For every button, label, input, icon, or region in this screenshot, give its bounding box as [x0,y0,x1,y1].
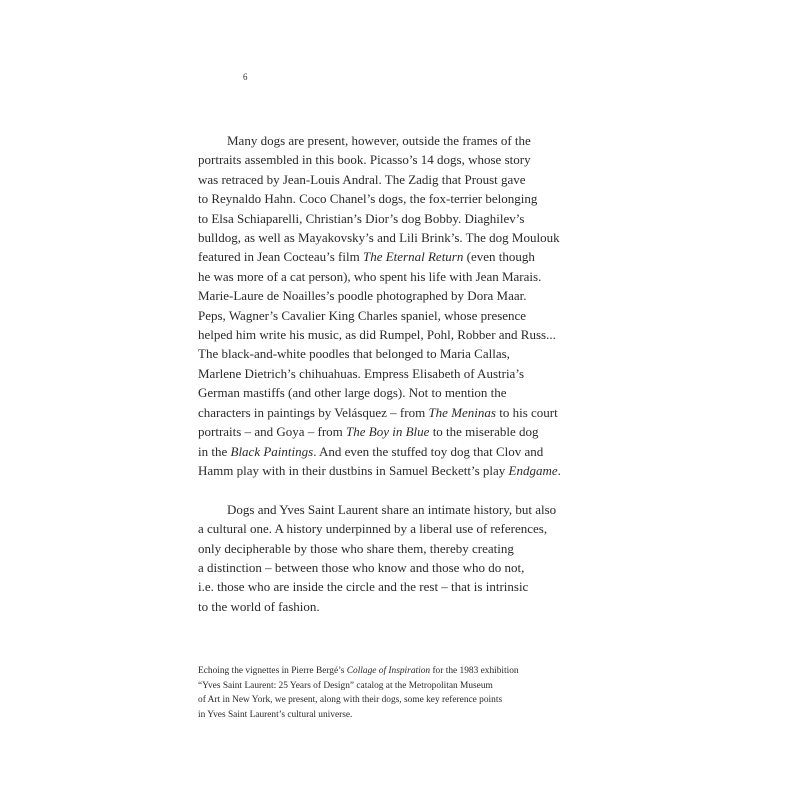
text-run: only decipherable by those who share them, thereby creating [198,540,514,556]
text-line [198,150,578,169]
paragraph-2 [198,500,578,616]
text-run: i.e. those who are inside the circle and the rest – that is intrinsic [198,579,529,595]
text-run: Dogs and Yves Saint Laurent share an intimate history, but also [227,501,557,517]
text-run: characters in paintings by Velásquez – from [198,404,429,420]
text-line [198,693,558,708]
text-run: Many dogs are present, however, outside the frames of the [227,133,531,148]
text-run: to his court [495,404,558,420]
text-line [198,306,578,325]
text-run: in the [198,443,231,459]
text-line [198,209,578,228]
italic-title: The Eternal Return [362,249,464,265]
text-run: to Elsa Schiaparelli, Christian’s Dior’s dog Bobby. Diaghilev’s [198,210,525,226]
text-run: “Yves Saint Laurent: 25 Years of Design” catalog at the Metropolitan Museum [198,680,493,691]
text-line [198,500,578,519]
body-text [198,131,578,616]
text-run: portraits – and Goya – from [198,424,347,440]
italic-title: The Meninas [428,404,496,420]
text-line [198,131,578,150]
text-run: of Art in New York, we present, along with their dogs, some key reference points [198,695,503,706]
text-run: for the 1983 exhibition [430,666,519,676]
text-line [198,422,578,441]
text-line [198,170,578,189]
text-line [198,461,578,480]
text-run: Echoing the vignettes in Pierre Bergé’s [198,666,347,676]
text-line [198,247,578,266]
text-line [198,558,578,577]
text-line [198,267,578,286]
page-number: 6 [243,72,248,82]
text-run: (even though [463,249,535,265]
text-line [198,364,578,383]
text-line [198,577,578,596]
italic-title: Endgame [508,462,558,478]
text-line [198,344,578,363]
text-run: German mastiffs (and other large dogs). Not to mention the [198,385,507,401]
text-line [198,679,558,694]
text-line [198,286,578,305]
paragraph-1 [198,131,578,480]
text-run: bulldog, as well as Mayakovsky’s and Lili Brink’s. The dog Moulouk [198,230,560,246]
text-run: . [557,462,561,478]
text-run: helped him write his music, as did Rumpel, Pohl, Robber and Russ... [198,327,556,343]
text-run: in Yves Saint Laurent’s cultural universe. [198,709,353,720]
text-run: to the miserable dog [429,424,539,440]
text-run: Peps, Wagner’s Cavalier King Charles spaniel, whose presence [198,307,527,323]
text-run: featured in Jean Cocteau’s film [198,249,363,265]
text-line [198,539,578,558]
italic-title: Collage of Inspiration [346,666,431,676]
italic-title: Black Paintings [230,443,314,459]
italic-title: The Boy in Blue [346,424,430,440]
text-line [198,708,558,723]
text-run: a cultural one. A history underpinned by a liberal use of references, [198,521,548,537]
text-line [198,325,578,344]
text-run: he was more of a cat person), who spent his life with Jean Marais. [198,268,542,284]
text-run: to Reynaldo Hahn. Coco Chanel’s dogs, the fox-terrier belonging [198,191,538,207]
text-line [198,228,578,247]
text-run: Hamm play with in their dustbins in Samuel Beckett’s play [198,462,509,478]
text-line [198,403,578,422]
text-run: to the world of fashion. [198,598,320,614]
text-line [198,519,578,538]
text-run: Marie-Laure de Noailles’s poodle photographed by Dora Maar. [198,288,527,304]
text-run: The black-and-white poodles that belonged to Maria Callas, [198,346,510,362]
text-run: . And even the stuffed toy dog that Clov and [313,443,544,459]
text-line [198,442,578,461]
caption [198,664,558,722]
text-line [198,383,578,402]
text-line [198,189,578,208]
text-run: portraits assembled in this book. Picasso’s 14 dogs, whose story [198,152,531,168]
text-run: Marlene Dietrich’s chihuahuas. Empress Elisabeth of Austria’s [198,365,525,381]
text-line [198,597,578,616]
text-line [198,664,558,679]
text-run: a distinction – between those who know and those who do not, [198,559,525,575]
text-run: was retraced by Jean-Louis Andral. The Zadig that Proust gave [198,171,526,187]
